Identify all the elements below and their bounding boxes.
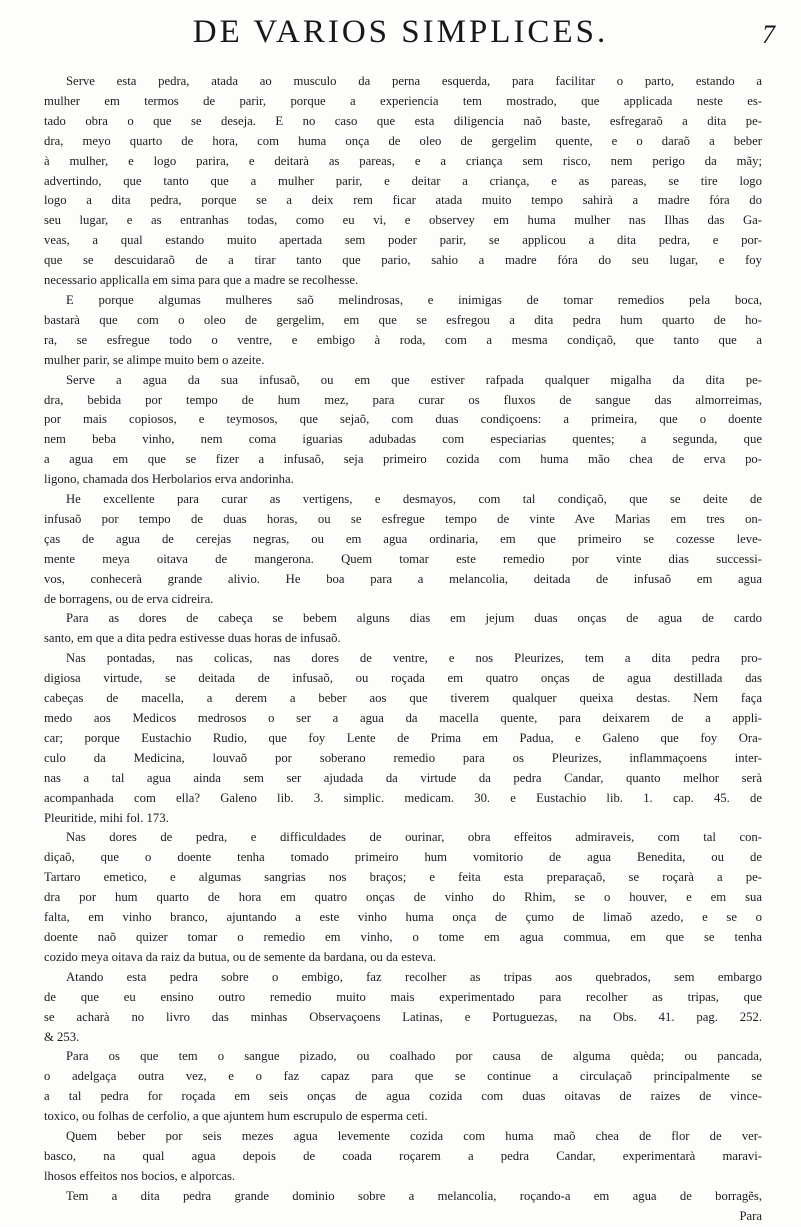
text-line: car; porque Eustachio Rudio, que foy Lente de Prima em Padua, e Galeno que foy Ora- [44, 730, 762, 745]
page-number: 7 [762, 20, 775, 49]
text-line: doente naõ quizer tomar o remedio em vinho, o tome em agua commua, em que se tenha [44, 929, 762, 944]
text-line: à mulher, e logo parira, e deitarà as pareas, e a criança sem risco, nem perigo da mãy; [44, 153, 762, 168]
text-line: Serve a agua da sua infusaõ, ou em que estiver rafpada qualquer migalha da dita pe- [66, 372, 762, 387]
text-line: se acharà no livro das minhas Observaçoens Latinas, e Portuguezas, na Obs. 41. pag. 252. [44, 1009, 762, 1024]
text-line: cozido meya oitava da raiz da butua, ou de semente da bardana, ou da esteva. [44, 949, 437, 964]
running-header [0, 14, 801, 58]
text-line: dra por hum quarto de hora em quatro onças de vinho do Rhim, se o houver, e em sua [44, 890, 762, 905]
text-line: santo, em que a dita pedra estivesse duas horas de infusaõ. [44, 631, 341, 646]
text-line: nas a tal agua ainda sem ser ajudada da virtude da pedra Candar, quanto melhor serà [44, 770, 762, 785]
text-line: dra, bebida por tempo de hum mez, para curar os fluxos de sangue das almorreimas, [44, 392, 762, 407]
text-line: culo da Medicina, louvaõ por soberano remedio para os Pleurizes, inflammaçoens inter- [44, 750, 762, 765]
text-line: que se descuidaraõ de a tirar tanto que pario, sahio a madre fóra do seu lugar, e foy [44, 253, 762, 268]
text-line: mulher parir, se alimpe muito bem o azeite. [44, 352, 265, 367]
text-line: advertindo, que tanto que a mulher parir, e deitar a criança, e as pareas, se tire logo [44, 173, 762, 188]
text-line: acompanhada com ella? Galeno lib. 3. simplic. medicam. 30. e Eustachio lib. 1. cap. 45. de [44, 790, 762, 805]
text-line: necessario applicalla em sima para que a madre se recolhesse. [44, 273, 359, 288]
text-line: Para os que tem o sangue pizado, ou coalhado por causa de alguma quèda; ou pancada, [66, 1049, 762, 1064]
text-line: toxico, ou folhas de cerfolio, a que ajuntem hum escrupulo de esperma ceti. [44, 1109, 428, 1124]
text-line: basco, na qual agua depois de coada roçarem a pedra Candar, experimentarà maravi- [44, 1148, 762, 1163]
text-line: a agua em que se fizer a infusaõ, seja primeiro cozida com huma mão chea de erva po- [44, 452, 762, 467]
text-line: falta, em vinho branco, ajuntando a este vinho huma onça de çumo de limaõ azedo, e se o [44, 910, 762, 925]
text-line: bastarà que com o oleo de gergelim, em que se esfregou a dita pedra hum quarto de ho- [44, 312, 762, 327]
text-line: medo aos Medicos medrosos o ser a agua da macella quente, para deixarem de a appli- [44, 711, 762, 725]
text-line: o adelgaça outra vez, e o faz capaz para que se continue a circulaçaõ principalmente se [44, 1069, 762, 1084]
text-line: lhosos effeitos nos bocios, e alporcas. [44, 1168, 236, 1183]
text-line: & 253. [44, 1029, 80, 1044]
text-line: seu lugar, e as entranhas todas, como eu vi, e observey em huma mulher nas Ilhas das Ga- [44, 213, 762, 228]
text-line: diçaõ, que o doente tenha tomado primeiro hum vomitorio de agua Benedita, ou de [44, 850, 762, 865]
text-line: tado obra o que se deseja. E no caso que esta diligencia naõ baste, esfregaraõ a dita pe- [44, 113, 762, 128]
text-line: Quem beber por seis mezes agua levemente cozida com huma maõ chea de flor de ver- [66, 1129, 762, 1144]
text-line: infusaõ por tempo de duas horas, ou se esfregue tempo de vinte Ave Marias em tres on- [44, 511, 762, 526]
text-line: Serve esta pedra, atada ao musculo da perna esquerda, para facilitar o parto, estando a [66, 74, 762, 88]
text-line: veas, a qual estando muito apertada sem poder parir, se applicou a dita pedra, e por- [44, 233, 762, 248]
text-line: por mais copiosos, e teymosos, que sejaõ, com duas condiçoens: a primeira, que o doente [44, 412, 762, 427]
text-line: Nas pontadas, nas colicas, nas dores de ventre, e nos Pleurizes, tem a dita pedra pro- [66, 651, 762, 666]
text-line: mente meya oitava de mangerona. Quem tomar este remedio por vinte dias successi- [44, 551, 762, 566]
text-line: Pleuritide, mihi fol. 173. [44, 810, 169, 825]
catchword: Para [739, 1208, 762, 1223]
text-line: E porque algumas mulheres saõ melindrosas, e inimigas de tomar remedios pela boca, [66, 292, 762, 307]
text-line: digiosa virtude, se deitada de infusaõ, ou roçada em quatro onças de agua destillada das [44, 671, 762, 686]
text-line: Tartaro emetico, e algumas sangrias nos braços; e feita esta preparaçaõ, se roçarà a pe- [44, 870, 762, 885]
text-line: vos, conhecerà grande alivio. He boa para a melancolia, deitada de infusaõ em agua [44, 571, 762, 586]
text-line: ra, se esfregue todo o ventre, e embigo à roda, com a mesma condiçaõ, que tanto que a [44, 332, 762, 347]
text-line: logo a dita pedra, porque se a deix rem ficar atada muito tempo sahirà a madre fóra do [44, 193, 762, 208]
text-line: dra, meyo quarto de hora, com huma onça de oleo de gergelim quente, e o daraõ a beber [44, 133, 762, 148]
text-line: a tal pedra for roçada em seis onças de agua cozida com duas oitavas de raizes de vince- [44, 1089, 762, 1104]
text-line: He excellente para curar as vertigens, e desmayos, com tal condiçaõ, que se deite de [66, 492, 762, 507]
body-text [44, 72, 762, 1223]
text-line: Atando esta pedra sobre o embigo, faz recolher as tripas aos quebrados, sem embargo [66, 969, 762, 984]
text-line: cabeças de macella, a derem a beber aos que tiverem qualquer queixa destas. Nem faça [44, 691, 762, 706]
text-line: de que eu ensino outro remedio muito mais experimentado para recolher as tripas, que [44, 989, 762, 1004]
text-line: ças de agua de cerejas negras, ou em agua ordinaria, em que primeiro se cozesse leve- [44, 531, 762, 546]
running-title: DE VARIOS SIMPLICES. [192, 14, 609, 50]
text-line: Para as dores de cabeça se bebem alguns dias em jejum duas onças de agua de cardo [66, 611, 762, 626]
text-line: Nas dores de pedra, e difficuldades de ourinar, obra effeitos admiraveis, com tal con- [66, 830, 762, 845]
text-line: ligono, chamada dos Herbolarios erva andorinha. [44, 472, 294, 487]
text-line: nem beba vinho, nem coma iguarias adubadas com especiarias quentes; a segunda, que [44, 432, 762, 447]
text-line: Tem a dita pedra grande dominio sobre a melancolia, roçando-a em agua de borragẽs, [66, 1188, 762, 1203]
text-line: mulher em termos de parir, porque a experiencia tem mostrado, que applicada neste es- [44, 93, 762, 108]
text-line: de borragens, ou de erva cidreira. [44, 591, 214, 606]
